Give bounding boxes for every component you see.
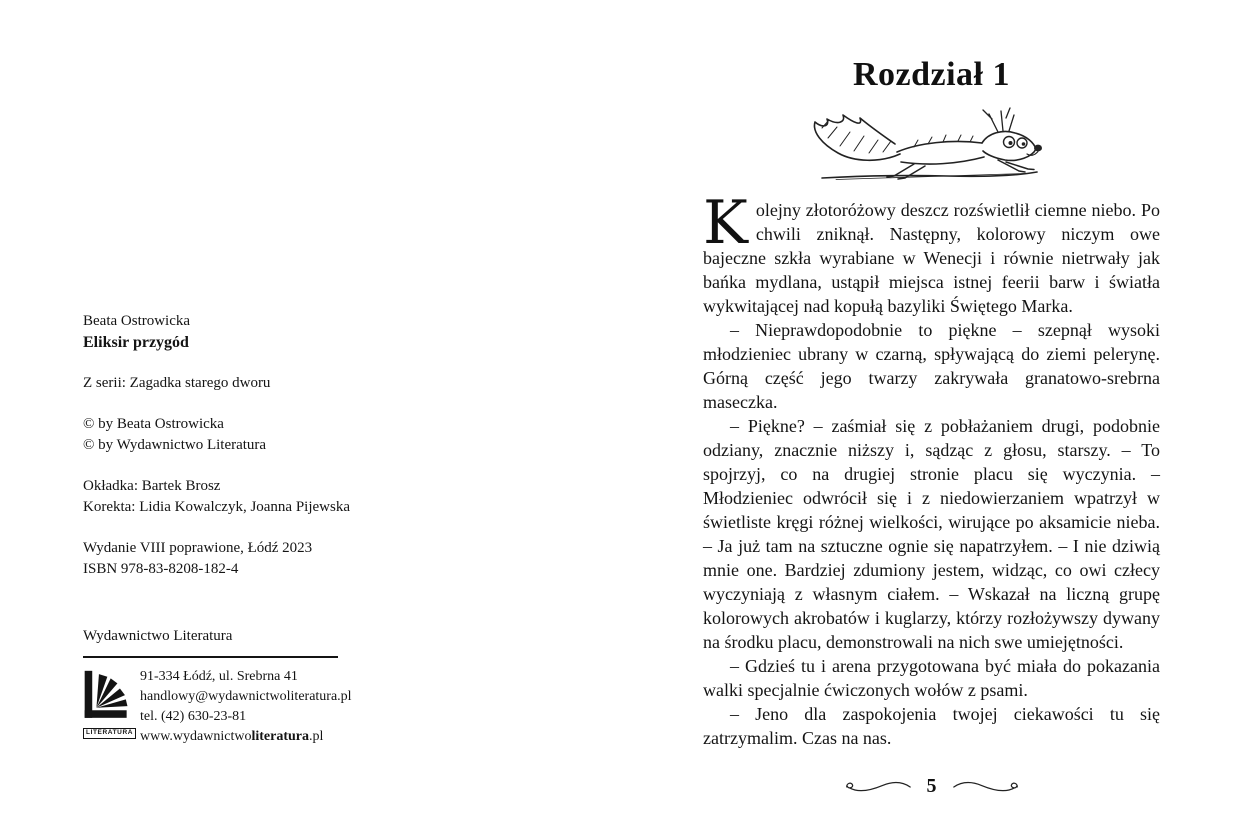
website-prefix: www.wydawnictwo — [140, 729, 252, 744]
literatura-fan-logo-icon — [83, 666, 130, 726]
edition-block — [83, 538, 523, 580]
paragraph: – Jeno dla zaspokojenia twojej ciekawości tu się zatrzymalim. Czas na nas. — [703, 704, 1160, 748]
copyright-line: © by Beata Ostrowicka — [83, 416, 224, 432]
edition-line: Wydanie VIII poprawione, Łódź 2023 — [83, 540, 313, 556]
publisher-name: Wydawnictwo Literatura — [83, 628, 233, 644]
copyright-block — [83, 414, 523, 456]
credit-line: Korekta: Lidia Kowalczyk, Joanna Pijewska — [83, 499, 351, 515]
author-name: Beata Ostrowicka — [83, 313, 191, 329]
credit-line: Okładka: Bartek Brosz — [83, 478, 221, 494]
drop-cap: K — [703, 188, 748, 258]
isbn-line: ISBN 978-83-8208-182-4 — [83, 561, 239, 577]
website-suffix: .pl — [309, 729, 324, 744]
running-squirrel-illustration — [802, 106, 1062, 186]
publisher-logo — [83, 666, 134, 739]
copyright-line: © by Wydawnictwo Literatura — [83, 437, 267, 453]
paragraph: – Nieprawdopodobnie to piękne – szepnął wysoki młodzieniec ubrany w czarną, spływającą do ziemi pelerynę. Górną część jego twarzy zakrywała granatowo-srebrna maseczka. — [703, 320, 1160, 412]
page-number: 5 — [926, 774, 937, 797]
paragraph: – Piękne? – zaśmiał się z pobłażaniem drugi, podobnie odziany, znacznie niższy i, sądząc z głosu, starszy. – To spojrzyj, co na drugiej stronie placu się wyczynia. – Młodzieniec odwrócił się i z niedowierzaniem wpatrzył w świetliste kręgi różnej wielkości, wirujące po aksamicie nieba. – Ja już tam na sztuczne ognie się napatrzyłem. – I nie dziwią mnie one. Bardziej zdumiony jestem, widząc, co owi człecy wyczyniają z własnym ciałem. – Wskazał na liczną grupę kolorowych akrobatów i kuglarzy, którzy rozłożywszy dywany na środku placu, demonstrowali na nich swe umiejętności. — [703, 416, 1160, 652]
phone-line: tel. (42) 630-23-81 — [140, 709, 247, 724]
imprint-page — [83, 311, 523, 747]
publisher-contact — [140, 666, 352, 747]
publisher-block — [83, 666, 523, 747]
address-line: 91-334 Łódź, ul. Srebrna 41 — [140, 669, 298, 684]
email-line: handlowy@wydawnictwoliteratura.pl — [140, 689, 352, 704]
divider-rule — [83, 656, 338, 658]
book-title: Eliksir przygód — [83, 334, 189, 351]
chapter-body — [703, 188, 1160, 750]
credits-block — [83, 476, 523, 518]
page-footer — [703, 766, 1160, 806]
flourish-left-icon — [842, 777, 914, 795]
paragraph: – Gdzieś tu i arena przygotowana być miała do pokazania walki specjalnie ćwiczonych wołów z psami. — [703, 656, 1160, 700]
chapter-page — [703, 0, 1160, 750]
logo-wordmark: LITERATURA — [83, 728, 136, 739]
website-line — [140, 727, 352, 747]
paragraph — [703, 188, 1160, 318]
paragraph-text: olejny złotoróżowy deszcz rozświetlił ciemne niebo. Po chwili zniknął. Następny, kolorowy niczym owe bajeczne szkła wyrabiane w Wenecji i równie nietrwały jak bańka mydlana, ustąpił miejsca istnej feerii barw i światła wykwitającej nad kopułą bazyliki Świętego Marka. — [703, 200, 1160, 316]
website-bold: literatura — [251, 729, 309, 744]
series-line: Z serii: Zagadka starego dworu — [83, 375, 271, 391]
flourish-right-icon — [950, 777, 1022, 795]
chapter-title: Rozdział 1 — [852, 56, 1011, 93]
